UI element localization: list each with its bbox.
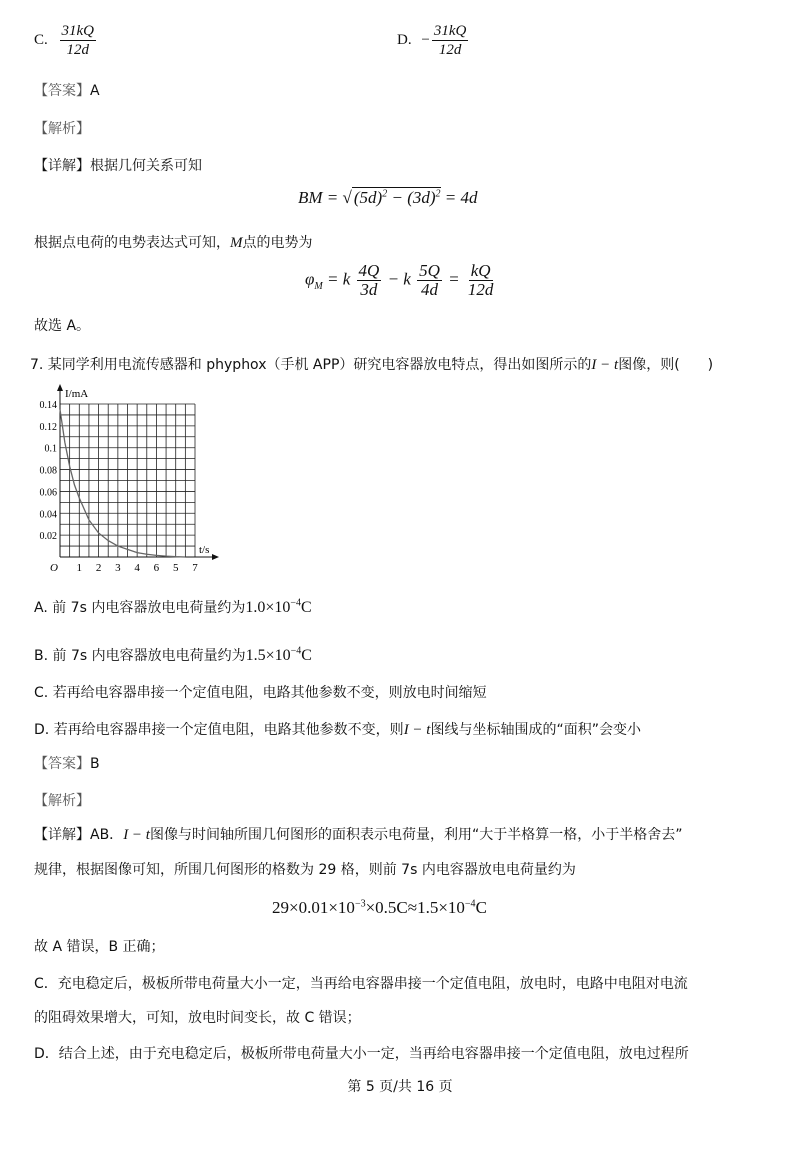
detail-line-1 (34, 824, 683, 844)
phi: φ (305, 269, 315, 289)
detail-tag: 【详解】 (34, 827, 90, 843)
formula-phi (305, 262, 497, 299)
detail-line-6: D．结合上述，由于充电稳定后，极板所带电荷量大小一定，当再给电容器串接一个定值电阻，放电过程所 (34, 1046, 689, 1062)
option-text: 若再给电容器串接一个定值电阻，电路其他参数不变，则 (53, 722, 404, 738)
answer-tag: 【答案】 (34, 83, 90, 99)
detail-line-5: 的阻碍效果增大，可知，放电时间变长，故 C 错误； (34, 1010, 361, 1026)
x-tick-label: 6 (153, 562, 160, 574)
denominator: 12d (438, 42, 462, 58)
numerator: kQ (470, 261, 491, 280)
option-label: A. (34, 600, 48, 616)
formula-lhs: BM = (298, 188, 339, 207)
term-a: (5d) (353, 188, 383, 207)
denominator: 4d (420, 280, 438, 299)
option-text: 若再给电容器串接一个定值电阻，电路其他参数不变，则放电时间缩短 (52, 685, 487, 701)
variable: I − t (591, 357, 619, 373)
text: 根据点电荷的电势表达式可知， (34, 235, 230, 251)
option-c (34, 22, 98, 59)
detail-line-4: C．充电稳定后，极板所带电荷量大小一定，当再给电容器串接一个定值电阻，放电时，电路中电阻对电流 (34, 976, 688, 992)
variable: I − t (403, 722, 431, 738)
denominator: 12d (66, 42, 90, 58)
minus-sign: − (421, 31, 430, 48)
y-tick-label: 0.14 (39, 400, 57, 411)
y-axis-arrow-icon (57, 384, 63, 391)
value: 1.5×10 (245, 647, 291, 664)
y-axis-label: I/mA (65, 388, 89, 400)
detail-line-3: 故 A 错误，B 正确； (34, 939, 165, 955)
option-label: C. (34, 31, 48, 48)
page-footer: 第 5 页/共 16 页 (347, 1079, 453, 1095)
unit: C (301, 599, 312, 616)
option-label: C. (34, 685, 49, 701)
option-text: 前 7s 内电容器放电电荷量约为 (52, 600, 246, 616)
answer-line-q7 (34, 753, 100, 773)
numerator: 31kQ (433, 23, 467, 39)
detail-line-2: 规律，根据图像可知，所围几何图形的格数为 29 格，则前 7s 内电容器放电电荷量约为 (34, 862, 576, 878)
numerator: 4Q (358, 261, 380, 280)
option-a (34, 597, 312, 617)
current-time-chart (20, 380, 250, 580)
option-text: 图线与坐标轴围成的“面积”会变小 (430, 722, 641, 738)
analysis-tag: 【解析】 (34, 121, 90, 137)
detail-line (34, 155, 202, 175)
y-tick-label: 0.06 (39, 487, 57, 499)
detail-text: 根据几何关系可知 (90, 158, 202, 174)
x-tick-label: 3 (115, 562, 121, 574)
answer-tag: 【答案】 (34, 756, 90, 772)
answer: B (90, 756, 100, 772)
origin-label: O (50, 562, 58, 574)
variable: M (230, 235, 243, 251)
option-label: D. (34, 722, 50, 738)
term-b: (3d) (407, 188, 436, 207)
exponent: −4 (290, 645, 302, 657)
value: 1.0×10 (245, 599, 291, 616)
eq: = k (327, 269, 351, 289)
y-tick-label: 0.08 (39, 465, 57, 477)
option-d (397, 22, 470, 59)
variable: I − t (123, 827, 150, 843)
option-d-q7 (34, 719, 641, 739)
unit: C (301, 647, 312, 664)
option-c-q7 (34, 682, 487, 702)
x-axis-arrow-icon (212, 554, 219, 560)
y-tick-label: 0.12 (39, 421, 57, 433)
detail-tag: 【详解】 (34, 158, 90, 174)
text: 图像与时间轴所围几何图形的面积表示电荷量，利用“大于半格算一格，小于半格舍去” (149, 827, 683, 843)
x-axis-label: t/s (199, 544, 210, 556)
y-tick-label: 0.02 (39, 531, 57, 543)
x-tick-label: 1 (76, 562, 83, 574)
exponent: −4 (464, 898, 476, 910)
denominator: 12d (467, 280, 494, 299)
y-tick-label: 0.1 (44, 443, 57, 455)
conclusion: 故选 A。 (34, 318, 91, 334)
text: 点的电势为 (242, 235, 313, 251)
x-tick-label: 5 (172, 562, 179, 574)
subscript: M (314, 280, 323, 292)
x-tick-label: 7 (192, 562, 198, 574)
text: AB． (90, 827, 124, 843)
formula-part: ×0.5C≈1.5×10 (365, 898, 465, 917)
denominator: 3d (360, 280, 378, 299)
eq: = (448, 269, 460, 289)
question-stem (30, 354, 713, 374)
formula-bm: BM = √ $(5d)^2 - (3d)^2 = 4d$ (298, 188, 478, 207)
formula-part: C (475, 898, 487, 917)
x-tick-label: 4 (134, 562, 140, 574)
exponent: −3 (354, 898, 366, 910)
charge-formula (272, 898, 487, 918)
exponent: 2 (435, 188, 441, 200)
formula-part: 29×0.01×10 (272, 898, 355, 917)
x-tick-label: 2 (95, 562, 102, 574)
text-line (34, 232, 313, 252)
stem-text: 7. 某同学利用电流传感器和 phyphox（手机 APP）研究电容器放电特点，得出如图所示的 (30, 357, 592, 373)
y-tick-label: 0.04 (39, 509, 57, 521)
option-label: B. (34, 648, 49, 664)
option-b (34, 645, 312, 665)
numerator: 31kQ (61, 23, 95, 39)
option-text: 前 7s 内电容器放电电荷量约为 (52, 648, 246, 664)
numerator: 5Q (419, 261, 440, 280)
formula-rhs: = 4d (444, 188, 478, 207)
stem-text: 图像，则( ) (618, 357, 714, 373)
exponent: −4 (290, 597, 302, 609)
exponent: 2 (382, 188, 388, 200)
option-label: D. (397, 31, 412, 48)
minus: − k (387, 269, 411, 289)
answer-line (34, 80, 100, 100)
analysis-tag: 【解析】 (34, 793, 90, 809)
answer: A (90, 83, 100, 99)
